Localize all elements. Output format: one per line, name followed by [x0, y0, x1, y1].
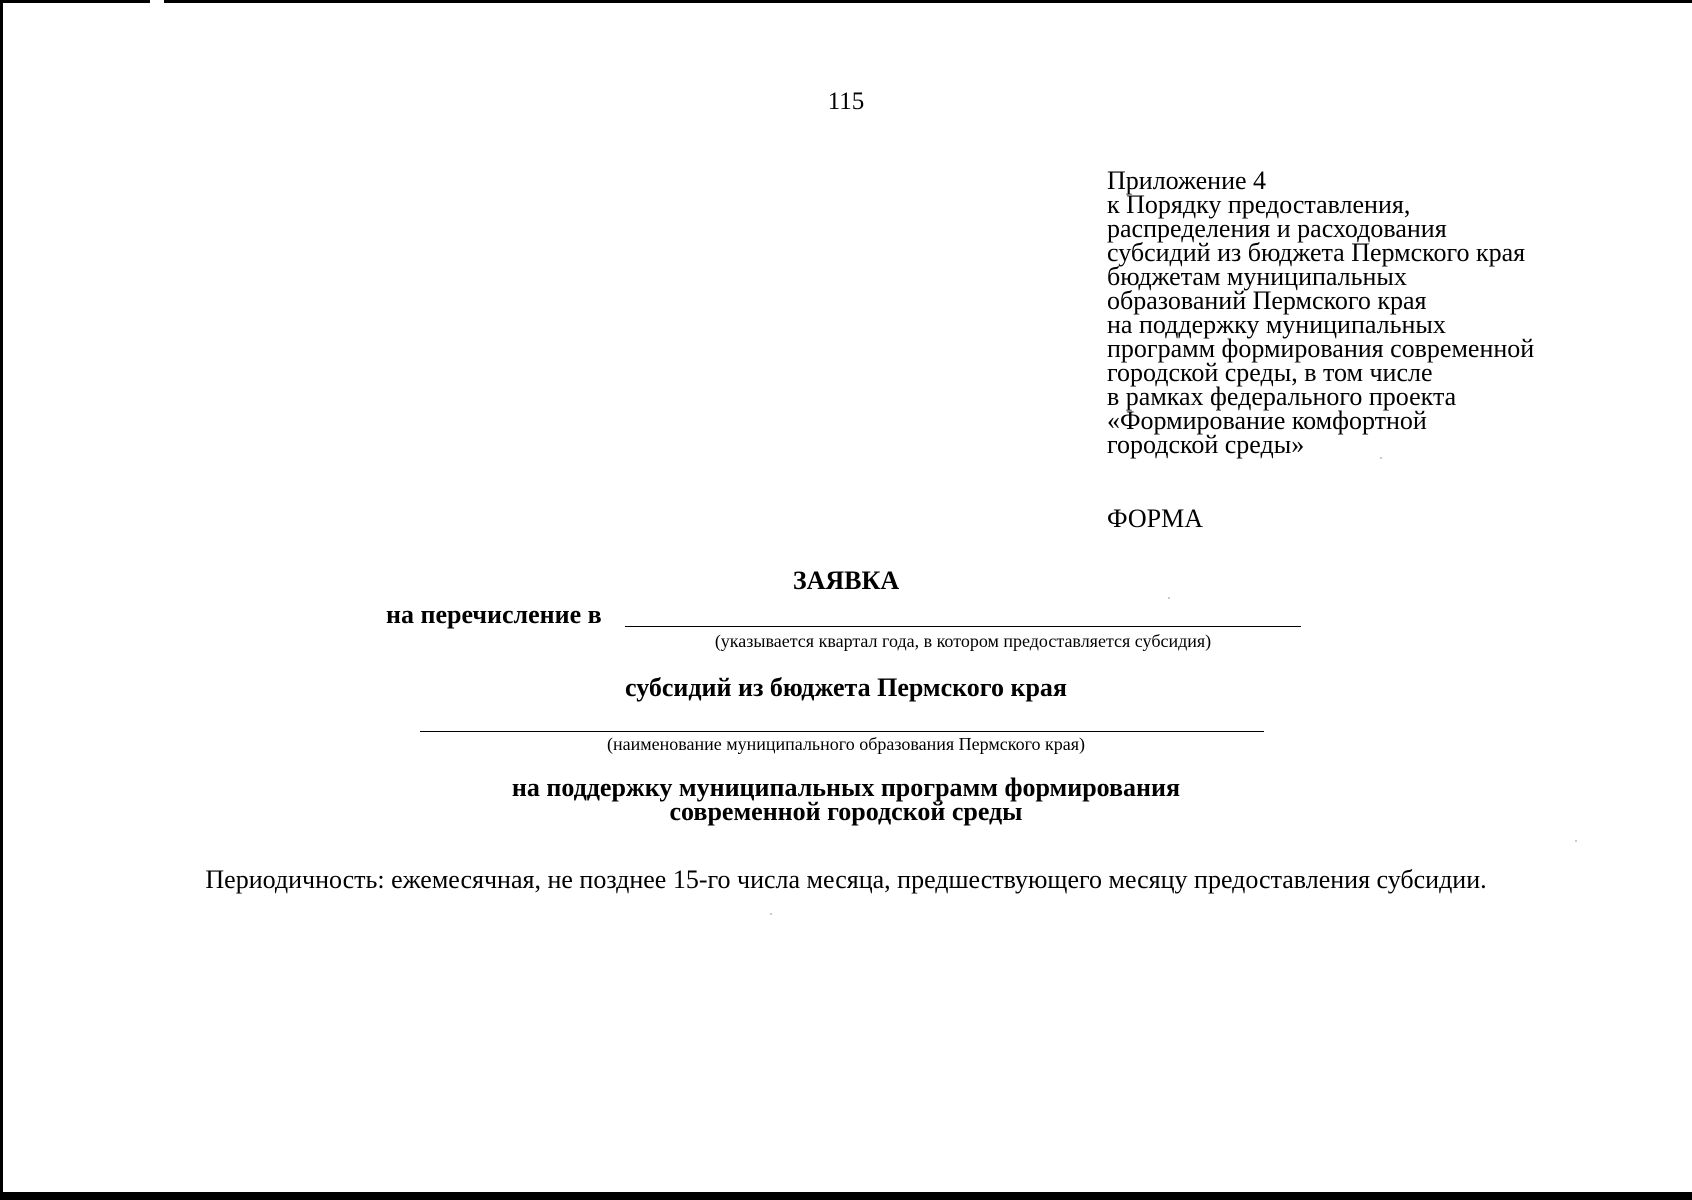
- appendix-line: распределения и расходования: [1107, 214, 1447, 243]
- transfer-label: на перечисление в: [386, 600, 602, 629]
- appendix-line: городской среды, в том числе: [1107, 358, 1433, 387]
- appendix-line: на поддержку муниципальных: [1107, 310, 1446, 339]
- scan-speck: [1575, 840, 1577, 842]
- form-label: ФОРМА: [1107, 504, 1203, 533]
- appendix-line: в рамках федерального проекта: [1107, 382, 1457, 411]
- appendix-line: программ формирования современной: [1107, 334, 1535, 363]
- appendix-line: к Порядку предоставления,: [1107, 190, 1411, 219]
- scan-bottom-border: [0, 1192, 1692, 1200]
- document-title: ЗАЯВКА: [792, 566, 900, 595]
- scan-left-border: [0, 0, 3, 1200]
- quarter-fill-line: [625, 626, 1301, 627]
- page-number: 115: [827, 88, 865, 115]
- appendix-line: субсидий из бюджета Пермского края: [1107, 238, 1526, 267]
- appendix-line: городской среды»: [1107, 430, 1305, 459]
- appendix-line: образований Пермского края: [1107, 286, 1427, 315]
- municipality-hint: (наименование муниципального образования Пермского края): [606, 734, 1086, 754]
- municipality-fill-line: [420, 731, 1264, 732]
- scan-top-border: [0, 0, 1692, 3]
- appendix-heading: [1107, 166, 1677, 459]
- subsidies-heading: субсидий из бюджета Пермского края: [625, 673, 1067, 702]
- support-heading-line: современной городской среды: [669, 797, 1023, 826]
- appendix-line: «Формирование комфортной: [1107, 406, 1427, 435]
- scan-speck: [770, 913, 772, 915]
- periodicity-text: Периодичность: ежемесячная, не позднее 15-го числа месяца, предшествующего месяцу предоставления субсидии.: [205, 865, 1487, 894]
- appendix-line: бюджетам муниципальных: [1107, 262, 1407, 291]
- scan-speck: [1380, 457, 1382, 459]
- support-heading-line: на поддержку муниципальных программ формирования: [511, 773, 1181, 802]
- scan-top-border-gap: [150, 0, 164, 3]
- scan-speck: [1168, 597, 1170, 599]
- quarter-hint: (указывается квартал года, в котором предоставляется субсидия): [714, 631, 1212, 651]
- support-heading: [0, 773, 1692, 826]
- appendix-line: Приложение 4: [1107, 166, 1267, 195]
